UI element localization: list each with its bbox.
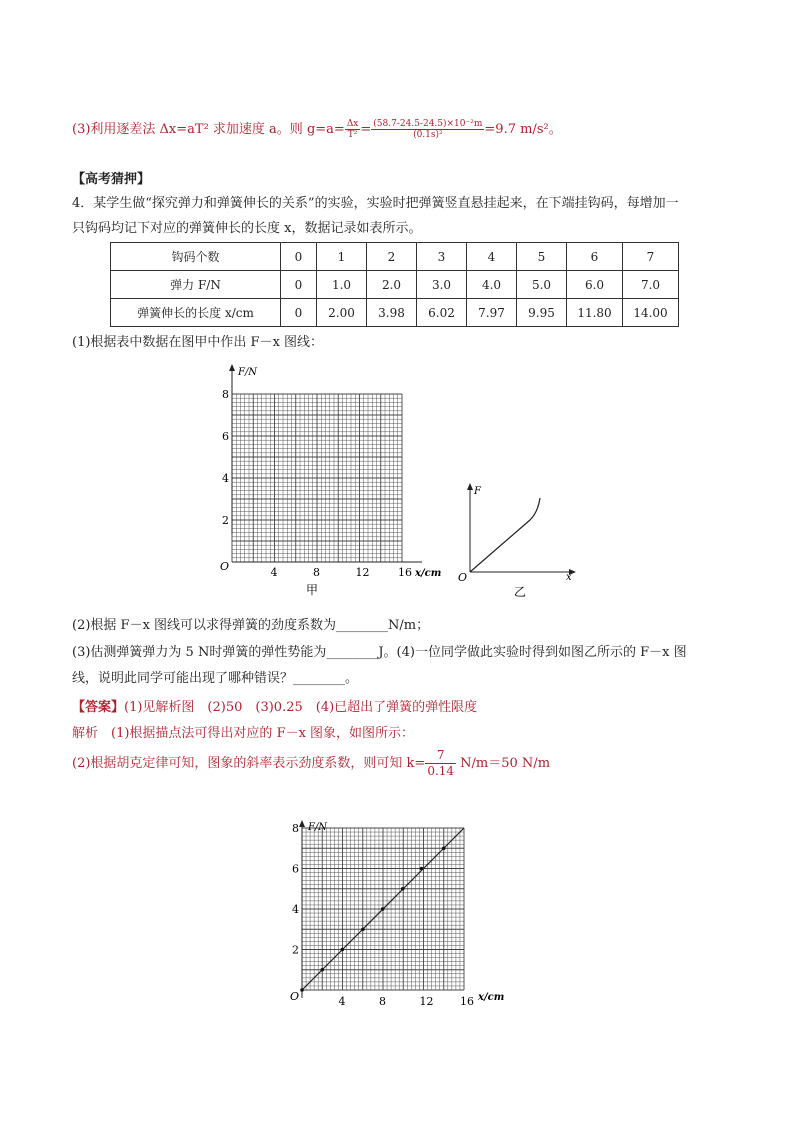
hooke-line [72, 748, 550, 779]
hooke-suffix: N/m＝50 N/m [456, 756, 551, 771]
table-row [111, 271, 679, 299]
table-cell: 3 [417, 243, 467, 271]
table-cell: 1.0 [317, 271, 367, 299]
table-cell: 7.0 [623, 271, 679, 299]
table-cell: 2.00 [317, 299, 367, 327]
table-cell: 6 [567, 243, 623, 271]
x-tick-label: 12 [419, 995, 434, 1008]
fraction-numerator: (58.7-24.5-24.5)×10⁻²m [373, 119, 483, 129]
answer-chart-ylabel: F/N [308, 822, 328, 833]
x-tick-label: 16 [398, 566, 412, 579]
answer-chart-y-arrow-icon [299, 820, 305, 827]
y-tick-label: 2 [292, 943, 299, 957]
data-table [110, 242, 679, 327]
table-cell: 6.02 [417, 299, 467, 327]
question-1: (1)根据表中数据在图甲中作出 F－x 图线： [72, 335, 324, 350]
table-cell: 4 [467, 243, 517, 271]
formula-fraction-1 [345, 119, 361, 140]
x-tick-label: 8 [379, 995, 386, 1008]
y-tick-label: 8 [222, 388, 229, 401]
graph-b-caption: 乙 [514, 585, 527, 599]
answer-chart-origin: O [290, 990, 300, 1003]
graph-a [212, 362, 442, 598]
table-cell: 3.98 [367, 299, 417, 327]
table-cell: 11.80 [567, 299, 623, 327]
y-tick-label: 6 [222, 430, 229, 443]
graph-a-xlabel: x/cm [415, 568, 442, 579]
graph-a-caption: 甲 [306, 583, 319, 597]
section-title: 【高考猜押】 [72, 172, 151, 187]
x-tick-label: 8 [313, 566, 320, 579]
answer-label: 【答案】 [72, 700, 125, 715]
data-point [340, 948, 344, 952]
data-point [401, 887, 405, 891]
question-line-2: 只钩码均记下对应的弹簧伸长的长度 x，数据记录如表所示。 [72, 221, 422, 236]
data-point [300, 988, 304, 992]
answer-chart-marks [300, 828, 464, 992]
data-point [442, 846, 446, 850]
formula-equals: = [360, 122, 372, 137]
analysis-line [72, 722, 414, 741]
x-tick-label: 4 [270, 566, 278, 579]
table-row-label: 弹力 F/N [111, 271, 281, 299]
y-tick-label: 4 [222, 472, 229, 485]
data-point [361, 927, 365, 931]
table-cell: 2 [367, 243, 417, 271]
table-cell: 5.0 [517, 271, 567, 299]
table-cell: 14.00 [623, 299, 679, 327]
table-cell: 0 [281, 271, 317, 299]
analysis-label: 解析 [72, 726, 99, 741]
data-point [320, 968, 324, 972]
hooke-fraction [425, 748, 456, 779]
fraction-numerator: 7 [425, 748, 456, 764]
y-tick-label: 2 [222, 514, 229, 527]
graph-b-y-arrow-icon [467, 483, 473, 490]
analysis-text: (1)根据描点法可得出对应的 F－x 图象，如图所示： [98, 726, 415, 741]
table-cell: 5 [517, 243, 567, 271]
y-tick-label: 6 [292, 862, 299, 876]
graph-a-ylabel: F/N [238, 367, 258, 378]
graph-b-xlabel: x [566, 572, 572, 583]
question-3-line-2: 线，说明此同学可能出现了哪种错误？________。 [72, 671, 359, 686]
table-cell: 1 [317, 243, 367, 271]
graph-b-origin: O [458, 571, 468, 584]
formula-prefix: (3)利用逐差法 Δx=aT² 求加速度 a。则 g=a= [72, 122, 345, 137]
question-2: (2)根据 F－x 图线可以求得弹簧的劲度系数为________N/m； [72, 618, 430, 633]
answer-line [72, 696, 477, 715]
formula-fraction-2 [371, 119, 484, 140]
data-point [381, 907, 385, 911]
y-tick-label: 4 [292, 903, 299, 916]
question-line-1: 4．某学生做“探究弹力和弹簧伸长的关系”的实验，实验时把弹簧竖直悬挂起来，在下端挂钩码，每增加一 [72, 196, 679, 211]
table-cell: 7.97 [467, 299, 517, 327]
graph-a-grid [232, 394, 402, 562]
fraction-denominator: 0.14 [427, 764, 455, 778]
y-tick-label: 8 [292, 822, 299, 835]
table-cell: 9.95 [517, 299, 567, 327]
table-row [111, 243, 679, 271]
answer-chart-xlabel: x/cm [478, 992, 505, 1003]
graph-a-y-arrow-icon [229, 364, 235, 371]
table-cell: 0 [281, 243, 317, 271]
fraction-denominator: (0.1s)² [413, 130, 443, 140]
answer-chart [282, 818, 512, 1010]
table-row-label: 钩码个数 [111, 243, 281, 271]
fraction-numerator: Δx [346, 119, 359, 129]
graph-b [452, 480, 582, 602]
hooke-prefix: (2)根据胡克定律可知，图象的斜率表示劲度系数，则可知 k= [72, 756, 426, 771]
graph-b-ylabel: F [474, 486, 481, 497]
question-3-line-1: (3)估测弹簧弹力为 5 N时弹簧的弹性势能为________J。(4)一位同学做此实验时得到如图乙所示的 F－x 图 [72, 645, 687, 660]
graph-a-origin: O [220, 560, 230, 573]
table-row-label: 弹簧伸长的长度 x/cm [111, 299, 281, 327]
fraction-denominator: T² [347, 130, 358, 140]
formula-result: =9.7 m/s²。 [484, 122, 562, 137]
formula-line [72, 118, 562, 140]
answer-text: (1)见解析图 (2)50 (3)0.25 (4)已超出了弹簧的弹性限度 [124, 700, 478, 715]
x-tick-label: 16 [460, 995, 474, 1008]
x-tick-label: 4 [338, 995, 346, 1008]
table-cell: 0 [281, 299, 317, 327]
table-row [111, 299, 679, 327]
table-cell: 4.0 [467, 271, 517, 299]
table-cell: 3.0 [417, 271, 467, 299]
data-point [420, 867, 424, 871]
table-cell: 2.0 [367, 271, 417, 299]
table-cell: 7 [623, 243, 679, 271]
table-cell: 6.0 [567, 271, 623, 299]
x-tick-label: 12 [355, 566, 370, 579]
graph-b-curve [470, 498, 540, 572]
